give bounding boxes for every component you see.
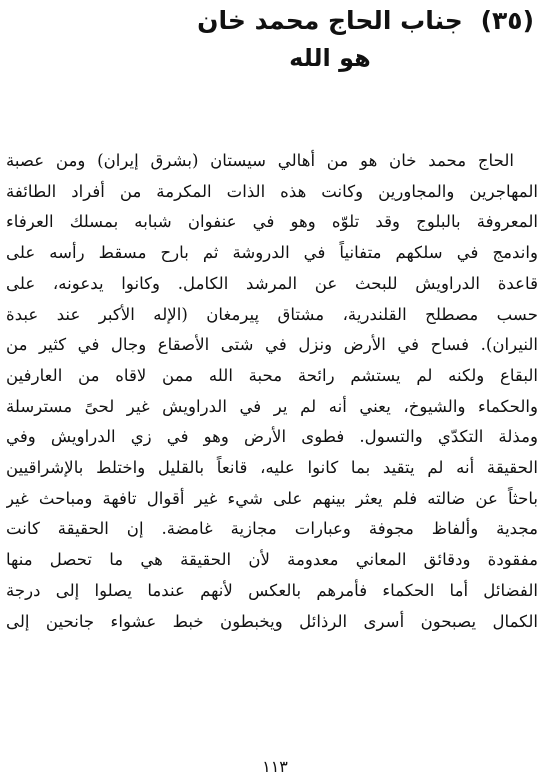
text-line: مفقودة ودقائق المعاني معدومة لأن الحقيقة هي ما تحصل منها (6, 550, 538, 570)
text-line: مجدية وألفاظ مجوفة وعبارات مجازية غامضة. إن الحقيقة كانت (6, 519, 538, 539)
text-line: المعروفة بالبلوج وقد تلوّه وهو في عنفوان شبابه بمسلك العرفاء (6, 212, 538, 232)
chapter-header (14, 4, 536, 84)
text-line: الكمال يصبحون أسرى الرذائل ويخبطون خبط عشواء جانحين إلى (6, 611, 538, 631)
text-line: ومذلة التكدّي والتسول. فطوى الأرض وهو في زي الدراويش وفي (6, 427, 538, 447)
text-line: البقاع ولكنه لم يستشم رائحة محبة الله ممن لاقاه من العارفين (6, 365, 538, 385)
text-line: الفضائل أما الحكماء فأمرهم بالعكس لأنهم عندما يصلوا إلى درجة (6, 580, 538, 600)
text-line: الحقيقة أنه لم يتقيد بما كانوا عليه، قانعاً بالقليل واختلط بالإشراقيين (6, 458, 538, 478)
text-line: واندمج في سلكهم متفانياً في الدروشة ثم بارح مسقط رأسه على (6, 243, 538, 263)
text-line: حسب مصطلح القلندرية، مشتاق پيرمغان (الإله الأكبر عند عبدة (6, 304, 538, 324)
text-line: والحكماء والشيوخ، يعني أنه لم ير في الدراويش غير لحىً مسترسلة (6, 396, 538, 416)
page-number: ١١٣ (262, 757, 288, 776)
text-line: باحثاً عن ضالته فلم يعثر بينهم على شيء غير أقوال تافهة ومباحث غير (6, 488, 538, 508)
text-line: المهاجرين والمجاورين وكانت هذه الذات المكرمة من أفراد الطائفة (6, 181, 538, 201)
text-line: الحاج محمد خان هو من أهالي سيستان (بشرق إيران) ومن عصبة (6, 151, 514, 170)
text-line: قاعدة الدراويش للبحث عن المرشد الكامل. وكانوا يدعونه، على (6, 273, 538, 293)
text-line: النيران). فساح في الأرض ونزل في شتى الأصقاع وجال في كثير من (6, 335, 538, 355)
chapter-subtitle: هو الله (289, 44, 371, 72)
chapter-number: (٣٥) (480, 6, 534, 35)
chapter-title: جناب الحاج محمد خان (197, 6, 463, 35)
body-paragraph (6, 146, 538, 637)
